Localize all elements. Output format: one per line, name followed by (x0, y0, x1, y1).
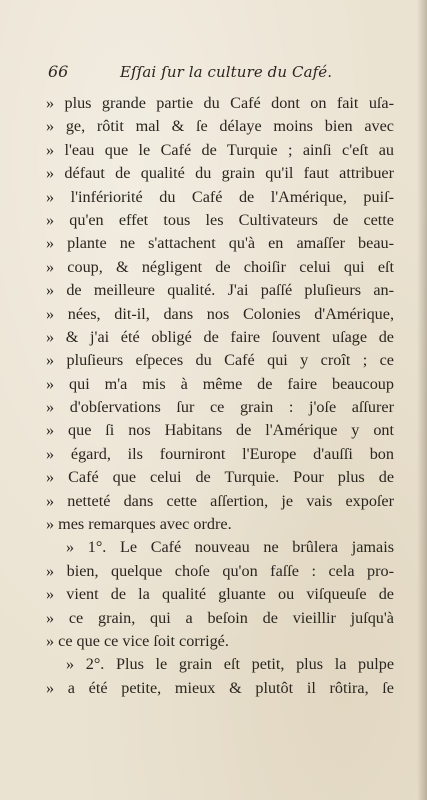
text-line: » ce que ce vice ſoit corrigé. (46, 631, 229, 650)
text-line: » ge, rôtit mal & ſe délaye moins bien avec (46, 117, 394, 136)
text-line: » a été petite, mieux & plutôt il rôtira, ſe (46, 678, 394, 697)
text-line: » ce grain, qui a beſoin de vieillir juſqu'à (46, 608, 394, 627)
text-line: » qu'en effet tous les Cultivateurs de cette (46, 210, 394, 229)
text-line: » égard, ils fourniront l'Europe d'auſſi bon (46, 444, 394, 463)
text-line: » bien, quelque choſe qu'on faſſe : cela pro- (46, 561, 394, 580)
text-line: » 2°. Plus le grain eſt petit, plus la pulpe (66, 655, 394, 674)
text-line: » netteté dans cette aſſertion, je vais expoſer (46, 491, 394, 510)
text-line: » vient de la qualité gluante ou viſqueuſe de (46, 585, 394, 604)
page-edge-shadow (417, 0, 427, 800)
text-line: » que ſi nos Habitans de l'Amérique y ont (46, 421, 394, 440)
text-line: » pluſieurs eſpeces du Café qui y croît ; ce (46, 351, 394, 370)
text-line: » mes remarques avec ordre. (46, 515, 232, 534)
text-line: » & j'ai été obligé de faire ſouvent uſage de (46, 327, 394, 346)
text-line: » plus grande partie du Café dont on fait uſa- (46, 94, 394, 112)
text-line: » qui m'a mis à même de faire beaucoup (46, 374, 394, 393)
body-text (46, 92, 394, 700)
page-header (48, 62, 378, 84)
text-line: » l'infériorité du Café de l'Amérique, puiſ- (46, 187, 394, 206)
page-number: 66 (48, 62, 69, 81)
text-line: » d'obſervations ſur ce grain : j'oſe aſſurer (46, 398, 394, 417)
text-line: » Café que celui de Turquie. Pour plus de (46, 468, 394, 487)
text-line: » coup, & négligent de choiſir celui qui eſt (46, 257, 394, 276)
running-title: Eſſai ſur la culture du Café. (120, 63, 333, 81)
text-line: » défaut de qualité du grain qu'il faut attribuer (46, 164, 394, 183)
text-line: » l'eau que le Café de Turquie ; ainſi c'eſt au (46, 140, 394, 159)
text-line: » nées, dit-il, dans nos Colonies d'Amérique, (46, 304, 394, 323)
text-line: » 1°. Le Café nouveau ne brûlera jamais (66, 538, 394, 557)
text-line: » plante ne s'attachent qu'à en amaſſer beau- (46, 234, 394, 253)
text-line: » de meilleure qualité. J'ai paſſé pluſieurs an- (46, 281, 394, 300)
